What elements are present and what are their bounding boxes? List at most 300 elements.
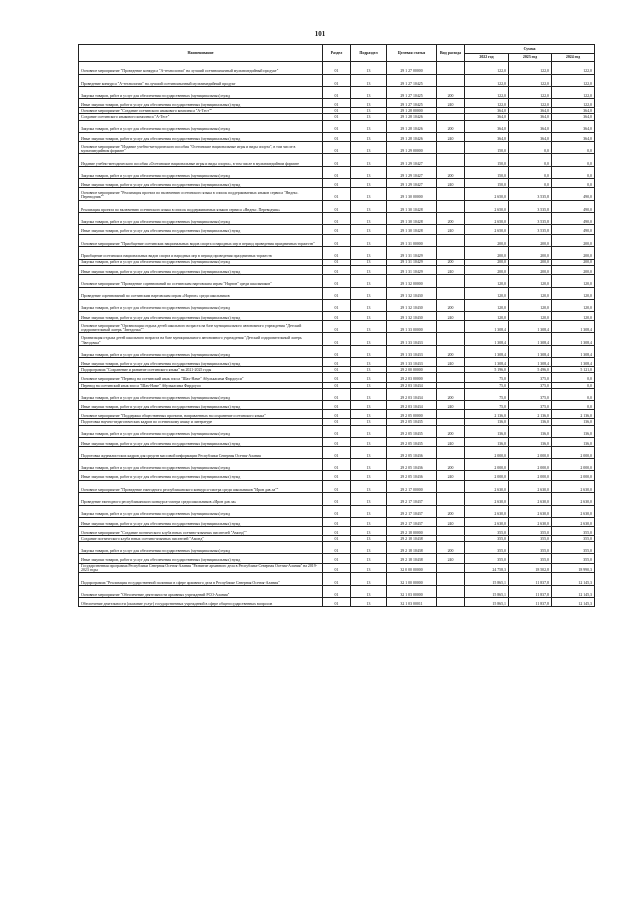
cell-podrazdel: 13 — [351, 225, 387, 234]
cell-sum-2024: 120,0 — [552, 287, 595, 299]
cell-podrazdel: 13 — [351, 480, 387, 493]
cell-target-article: 29 2 17 10437 — [387, 517, 437, 526]
cell-sum-2022: 150,0 — [465, 166, 509, 178]
cell-sum-2022: 122,0 — [465, 99, 509, 108]
cell-podrazdel: 13 — [351, 382, 387, 388]
cell-razdel: 01 — [323, 505, 351, 517]
cell-name: Иные закупки товаров, работ и услуг для обеспечения государственных (муниципальных) нужд — [79, 311, 323, 320]
cell-sum-2023: 122,0 — [509, 62, 552, 75]
table-header — [79, 45, 595, 62]
cell-podrazdel: 13 — [351, 493, 387, 506]
cell-sum-2023: 122,0 — [509, 74, 552, 87]
cell-sum-2024: 5 121,0 — [552, 367, 595, 373]
cell-sum-2024: 355,0 — [552, 542, 595, 554]
cell-podrazdel: 13 — [351, 120, 387, 132]
cell-podrazdel: 13 — [351, 141, 387, 154]
cell-sum-2022: 364,0 — [465, 108, 509, 114]
cell-sum-2024: 364,0 — [552, 108, 595, 114]
cell-expense-type — [437, 247, 465, 260]
cell-target-article: 32 0 00 00000 — [387, 563, 437, 573]
table-row — [79, 585, 595, 597]
cell-target-article: 32 1 00 00000 — [387, 573, 437, 586]
cell-razdel: 01 — [323, 154, 351, 167]
cell-name: Организация отдыха детей школьного возраста на базе муниципального автономного учреждения "Детский оздоровительный лагерь "Звездочка" — [79, 333, 323, 346]
cell-razdel: 01 — [323, 367, 351, 373]
cell-expense-type: 200 — [437, 388, 465, 400]
cell-razdel: 01 — [323, 373, 351, 382]
cell-target-article: 29 2 05 10436 — [387, 446, 437, 459]
cell-podrazdel: 13 — [351, 373, 387, 382]
cell-sum-2022: 150,0 — [465, 141, 509, 154]
cell-razdel: 01 — [323, 419, 351, 425]
cell-sum-2023: 2 630,0 — [509, 505, 552, 517]
cell-sum-2022: 136,0 — [465, 419, 509, 425]
cell-name: Закупка товаров, работ и услуг для обеспечения государственных (муниципальных) нужд — [79, 259, 323, 265]
cell-name: Основное мероприятие "Проведение ежегодного республиканского конкурса-смотра среди школьников "Ирон дав ла"" — [79, 480, 323, 493]
cell-name: Иные закупки товаров, работ и услуг для обеспечения государственных (муниципальных) нужд — [79, 178, 323, 187]
cell-razdel: 01 — [323, 234, 351, 247]
cell-podrazdel: 13 — [351, 188, 387, 201]
cell-name: Подготовка научно-педагогических кадров по осетинскому языку и литературе — [79, 419, 323, 425]
header-razdel: Раздел — [323, 45, 351, 62]
cell-target-article: 29 1 29 10427 — [387, 178, 437, 187]
cell-podrazdel: 13 — [351, 166, 387, 178]
header-podrazdel: Подраздел — [351, 45, 387, 62]
cell-razdel: 01 — [323, 166, 351, 178]
cell-sum-2022: 150,0 — [465, 178, 509, 187]
cell-sum-2022: 75,0 — [465, 382, 509, 388]
cell-sum-2024: 122,0 — [552, 99, 595, 108]
cell-target-article: 29 1 28 10426 — [387, 120, 437, 132]
cell-name: Иные закупки товаров, работ и услуг для обеспечения государственных (муниципальных) нужд — [79, 437, 323, 446]
table-row — [79, 542, 595, 554]
cell-sum-2023: 122,0 — [509, 87, 552, 99]
cell-sum-2022: 2 630,0 — [465, 493, 509, 506]
cell-sum-2023: 364,0 — [509, 108, 552, 114]
page-number: 101 — [314, 30, 326, 38]
cell-target-article: 29 1 33 00000 — [387, 320, 437, 333]
cell-podrazdel: 13 — [351, 234, 387, 247]
cell-podrazdel: 13 — [351, 62, 387, 75]
cell-target-article: 29 2 05 10435 — [387, 437, 437, 446]
cell-expense-type: 240 — [437, 265, 465, 274]
cell-sum-2022: 2 630,0 — [465, 505, 509, 517]
cell-sum-2023: 1 308,4 — [509, 357, 552, 366]
cell-sum-2022: 5 196,0 — [465, 367, 509, 373]
cell-expense-type: 240 — [437, 437, 465, 446]
cell-razdel: 01 — [323, 287, 351, 299]
cell-target-article: 29 1 28 10426 — [387, 132, 437, 141]
cell-expense-type — [437, 373, 465, 382]
cell-razdel: 01 — [323, 225, 351, 234]
cell-name: Создание поэтического клуба юных осетино-язычных писателей "Амонд" — [79, 536, 323, 542]
cell-sum-2024: 2 000,0 — [552, 459, 595, 471]
cell-expense-type — [437, 200, 465, 213]
cell-razdel: 01 — [323, 141, 351, 154]
cell-name: Основное мероприятие "Организация отдыха детей школьного возраста на базе муниципального автономного учреждения "Детский оздоровительный лагерь "Звездочка"" — [79, 320, 323, 333]
cell-razdel: 01 — [323, 357, 351, 366]
cell-sum-2024: 122,0 — [552, 62, 595, 75]
header-year-2024: 2024 год — [552, 54, 595, 62]
cell-expense-type — [437, 320, 465, 333]
cell-razdel: 01 — [323, 62, 351, 75]
cell-target-article: 29 2 03 10434 — [387, 382, 437, 388]
cell-sum-2023: 2 000,0 — [509, 446, 552, 459]
cell-sum-2022: 136,0 — [465, 437, 509, 446]
cell-expense-type: 240 — [437, 132, 465, 141]
table-row — [79, 388, 595, 400]
cell-sum-2024: 136,0 — [552, 419, 595, 425]
cell-expense-type: 200 — [437, 425, 465, 437]
cell-razdel: 01 — [323, 247, 351, 260]
cell-razdel: 01 — [323, 554, 351, 563]
cell-podrazdel: 13 — [351, 132, 387, 141]
cell-sum-2023: 0,0 — [509, 178, 552, 187]
table-row — [79, 437, 595, 446]
cell-expense-type — [437, 410, 465, 419]
cell-podrazdel: 13 — [351, 247, 387, 260]
cell-podrazdel: 13 — [351, 410, 387, 419]
cell-target-article: 29 1 29 10427 — [387, 166, 437, 178]
cell-expense-type — [437, 154, 465, 167]
cell-sum-2024: 200,0 — [552, 247, 595, 260]
cell-target-article: 29 2 05 10436 — [387, 459, 437, 471]
cell-sum-2024: 1 308,4 — [552, 345, 595, 357]
cell-razdel: 01 — [323, 585, 351, 597]
cell-sum-2022: 355,0 — [465, 536, 509, 542]
cell-expense-type — [437, 141, 465, 154]
cell-expense-type: 200 — [437, 166, 465, 178]
cell-target-article: 29 1 32 00000 — [387, 275, 437, 288]
cell-sum-2023: 355,0 — [509, 536, 552, 542]
cell-sum-2023: 364,0 — [509, 120, 552, 132]
cell-razdel: 01 — [323, 459, 351, 471]
cell-target-article: 29 2 18 10438 — [387, 542, 437, 554]
cell-sum-2022: 2 136,0 — [465, 410, 509, 419]
cell-sum-2023: 11 837,8 — [509, 597, 552, 606]
cell-target-article: 29 2 18 10438 — [387, 554, 437, 563]
cell-podrazdel: 13 — [351, 585, 387, 597]
cell-sum-2023: 136,0 — [509, 419, 552, 425]
cell-razdel: 01 — [323, 471, 351, 480]
cell-expense-type — [437, 333, 465, 346]
cell-name: Закупка товаров, работ и услуг для обеспечения государственных (муниципальных) нужд — [79, 345, 323, 357]
table-row — [79, 459, 595, 471]
cell-name: Закупка товаров, работ и услуг для обеспечения государственных (муниципальных) нужд — [79, 459, 323, 471]
cell-razdel: 01 — [323, 400, 351, 409]
cell-name: Закупка товаров, работ и услуг для обеспечения государственных (муниципальных) нужд — [79, 388, 323, 400]
cell-name: Иные закупки товаров, работ и услуг для обеспечения государственных (муниципальных) нужд — [79, 99, 323, 108]
cell-sum-2024: 122,0 — [552, 74, 595, 87]
cell-razdel: 01 — [323, 178, 351, 187]
cell-name: Издание учебно-методического пособия «Осетинские национальные игры и виды спорта», в том числе в мультимедийном формате — [79, 154, 323, 167]
cell-expense-type: 200 — [437, 299, 465, 311]
cell-sum-2024: 355,0 — [552, 536, 595, 542]
cell-sum-2023: 200,0 — [509, 265, 552, 274]
cell-podrazdel: 13 — [351, 108, 387, 114]
cell-name: Основное мероприятие "Проведение конкурса "А-технологии" на лучший осетиноязычный мультимедийный продукт" — [79, 62, 323, 75]
table-row — [79, 141, 595, 154]
cell-sum-2022: 120,0 — [465, 311, 509, 320]
cell-target-article: 29 1 29 10427 — [387, 154, 437, 167]
cell-sum-2022: 136,0 — [465, 425, 509, 437]
cell-sum-2024: 490,0 — [552, 200, 595, 213]
table-row — [79, 554, 595, 563]
cell-sum-2024: 200,0 — [552, 234, 595, 247]
cell-sum-2022: 364,0 — [465, 114, 509, 120]
cell-sum-2022: 2 650,0 — [465, 225, 509, 234]
cell-expense-type — [437, 573, 465, 586]
cell-sum-2024: 364,0 — [552, 114, 595, 120]
header-name: Наименование — [79, 45, 323, 62]
cell-podrazdel: 13 — [351, 388, 387, 400]
cell-expense-type — [437, 275, 465, 288]
cell-sum-2024: 200,0 — [552, 259, 595, 265]
cell-podrazdel: 13 — [351, 345, 387, 357]
cell-sum-2023: 200,0 — [509, 247, 552, 260]
table-row — [79, 178, 595, 187]
cell-name: Реализация проекта по включению осетинского языка в список поддерживаемых языков сервиса «Яндекс. Переводчик» — [79, 200, 323, 213]
cell-target-article: 29 1 32 10430 — [387, 311, 437, 320]
cell-sum-2024: 12 145,3 — [552, 597, 595, 606]
cell-sum-2023: 2 630,0 — [509, 517, 552, 526]
cell-sum-2023: 11 837,8 — [509, 573, 552, 586]
cell-target-article: 29 2 17 10437 — [387, 505, 437, 517]
table-row — [79, 400, 595, 409]
cell-expense-type — [437, 74, 465, 87]
table-row — [79, 573, 595, 586]
cell-sum-2022: 2 650,0 — [465, 200, 509, 213]
cell-target-article: 32 1 03 00000 — [387, 585, 437, 597]
table-row — [79, 526, 595, 535]
cell-name: Основное мероприятие "Приобщение осетинских национальных видов спорта и народных игр в период проведения праздничных торжеств" — [79, 234, 323, 247]
cell-sum-2022: 364,0 — [465, 120, 509, 132]
cell-podrazdel: 13 — [351, 357, 387, 366]
cell-target-article: 29 2 03 10434 — [387, 388, 437, 400]
cell-razdel: 01 — [323, 526, 351, 535]
cell-target-article: 29 1 29 00000 — [387, 141, 437, 154]
cell-sum-2024: 0,0 — [552, 154, 595, 167]
cell-expense-type: 240 — [437, 554, 465, 563]
cell-sum-2023: 136,0 — [509, 437, 552, 446]
cell-expense-type: 240 — [437, 178, 465, 187]
cell-sum-2023: 355,0 — [509, 554, 552, 563]
cell-razdel: 01 — [323, 200, 351, 213]
cell-sum-2023: 200,0 — [509, 234, 552, 247]
cell-name: Обеспечение деятельности (оказание услуг) государственных учреждений в сфере общегосударственных вопросов — [79, 597, 323, 606]
cell-name: Иные закупки товаров, работ и услуг для обеспечения государственных (муниципальных) нужд — [79, 400, 323, 409]
cell-name: Закупка товаров, работ и услуг для обеспечения государственных (муниципальных) нужд — [79, 299, 323, 311]
cell-sum-2022: 355,0 — [465, 542, 509, 554]
table-row — [79, 188, 595, 201]
cell-sum-2023: 5 496,0 — [509, 367, 552, 373]
cell-name: Иные закупки товаров, работ и услуг для обеспечения государственных (муниципальных) нужд — [79, 225, 323, 234]
cell-target-article: 29 2 17 00000 — [387, 480, 437, 493]
cell-podrazdel: 13 — [351, 526, 387, 535]
cell-podrazdel: 13 — [351, 505, 387, 517]
table-row — [79, 471, 595, 480]
cell-sum-2024: 490,0 — [552, 213, 595, 225]
cell-razdel: 01 — [323, 108, 351, 114]
table-row — [79, 200, 595, 213]
cell-name: Подготовка журналистских кадров для средств массовой информации Республики Северная Осетия-Алания — [79, 446, 323, 459]
cell-target-article: 29 1 27 10425 — [387, 74, 437, 87]
cell-expense-type — [437, 563, 465, 573]
cell-podrazdel: 13 — [351, 437, 387, 446]
cell-name: Проведение соревнований по осетинским нартовским играм «Нартон» среди школьников — [79, 287, 323, 299]
cell-sum-2024: 2 630,0 — [552, 493, 595, 506]
table-row — [79, 99, 595, 108]
cell-razdel: 01 — [323, 536, 351, 542]
cell-podrazdel: 13 — [351, 471, 387, 480]
cell-razdel: 01 — [323, 573, 351, 586]
cell-podrazdel: 13 — [351, 265, 387, 274]
cell-sum-2023: 2 630,0 — [509, 480, 552, 493]
cell-expense-type: 200 — [437, 259, 465, 265]
cell-sum-2023: 375,0 — [509, 382, 552, 388]
cell-target-article: 29 2 05 10436 — [387, 471, 437, 480]
cell-razdel: 01 — [323, 425, 351, 437]
cell-razdel: 01 — [323, 345, 351, 357]
cell-target-article: 32 1 03 00011 — [387, 597, 437, 606]
cell-sum-2023: 375,0 — [509, 400, 552, 409]
cell-sum-2024: 0,0 — [552, 382, 595, 388]
cell-podrazdel: 13 — [351, 87, 387, 99]
cell-sum-2022: 15 865,1 — [465, 573, 509, 586]
cell-name: Основное мероприятие "Реализация проекта по включению осетинского языка в список поддерживаемых языков сервиса "Яндекс. Переводчик"" — [79, 188, 323, 201]
cell-expense-type — [437, 585, 465, 597]
cell-podrazdel: 13 — [351, 517, 387, 526]
cell-sum-2023: 136,0 — [509, 425, 552, 437]
cell-sum-2023: 2 000,0 — [509, 471, 552, 480]
cell-podrazdel: 13 — [351, 419, 387, 425]
cell-name: Закупка товаров, работ и услуг для обеспечения государственных (муниципальных) нужд — [79, 542, 323, 554]
table-row — [79, 62, 595, 75]
cell-name: Перевод на осетинский язык эпоса "Шах-Наме" Абулькасима Фирдоуси — [79, 382, 323, 388]
cell-sum-2022: 120,0 — [465, 299, 509, 311]
cell-sum-2024: 490,0 — [552, 225, 595, 234]
cell-podrazdel: 13 — [351, 213, 387, 225]
cell-podrazdel: 13 — [351, 333, 387, 346]
cell-razdel: 01 — [323, 114, 351, 120]
cell-sum-2022: 75,0 — [465, 373, 509, 382]
cell-razdel: 01 — [323, 259, 351, 265]
cell-sum-2024: 0,0 — [552, 178, 595, 187]
cell-podrazdel: 13 — [351, 597, 387, 606]
cell-razdel: 01 — [323, 87, 351, 99]
cell-sum-2024: 2 630,0 — [552, 505, 595, 517]
cell-sum-2024: 136,0 — [552, 437, 595, 446]
cell-name: Иные закупки товаров, работ и услуг для обеспечения государственных (муниципальных) нужд — [79, 554, 323, 563]
table-row — [79, 120, 595, 132]
cell-target-article: 29 1 30 10428 — [387, 213, 437, 225]
cell-razdel: 01 — [323, 120, 351, 132]
cell-podrazdel: 13 — [351, 74, 387, 87]
cell-razdel: 01 — [323, 542, 351, 554]
cell-sum-2023: 0,0 — [509, 166, 552, 178]
cell-target-article: 29 1 33 10433 — [387, 345, 437, 357]
table-row — [79, 446, 595, 459]
cell-sum-2023: 364,0 — [509, 132, 552, 141]
cell-sum-2022: 1 308,4 — [465, 333, 509, 346]
cell-razdel: 01 — [323, 311, 351, 320]
cell-sum-2023: 2 136,0 — [509, 410, 552, 419]
table-row — [79, 299, 595, 311]
cell-expense-type: 240 — [437, 99, 465, 108]
table-row — [79, 287, 595, 299]
header-year-2022: 2022 год — [465, 54, 509, 62]
cell-target-article: 29 2 17 10437 — [387, 493, 437, 506]
cell-name: Приобщение осетинских национальных видов спорта и народных игр в период проведения праздничных торжеств — [79, 247, 323, 260]
header-sum: Сумма — [465, 45, 595, 54]
cell-expense-type: 200 — [437, 542, 465, 554]
cell-podrazdel: 13 — [351, 99, 387, 108]
cell-sum-2024: 490,0 — [552, 188, 595, 201]
cell-podrazdel: 13 — [351, 425, 387, 437]
cell-target-article: 29 1 32 10430 — [387, 299, 437, 311]
cell-sum-2022: 1 308,4 — [465, 345, 509, 357]
cell-sum-2023: 3 535,8 — [509, 213, 552, 225]
cell-target-article: 29 1 27 10425 — [387, 87, 437, 99]
cell-sum-2023: 120,0 — [509, 287, 552, 299]
table-row — [79, 333, 595, 346]
cell-sum-2022: 15 865,1 — [465, 585, 509, 597]
cell-expense-type — [437, 188, 465, 201]
cell-sum-2022: 2 000,0 — [465, 471, 509, 480]
cell-sum-2023: 0,0 — [509, 154, 552, 167]
cell-razdel: 01 — [323, 188, 351, 201]
cell-podrazdel: 13 — [351, 459, 387, 471]
table-row — [79, 425, 595, 437]
cell-sum-2022: 2 000,0 — [465, 446, 509, 459]
table-row — [79, 247, 595, 260]
cell-expense-type: 200 — [437, 459, 465, 471]
cell-name: Основное мероприятие "Создание поэтического клуба юных осетино-язычных писателей "Амонд"" — [79, 526, 323, 535]
cell-name: Основное мероприятие "Издание учебно-методического пособия "Осетинские национальные игры и виды спорта", в том числе в мультимедийном формате" — [79, 141, 323, 154]
cell-target-article: 29 2 18 00000 — [387, 526, 437, 535]
cell-sum-2023: 375,0 — [509, 373, 552, 382]
cell-expense-type: 240 — [437, 471, 465, 480]
cell-razdel: 01 — [323, 446, 351, 459]
cell-name: Проведение конкурса "А-технологии" на лучший осетиноязычный мультимедийный продукт — [79, 74, 323, 87]
cell-expense-type — [437, 493, 465, 506]
cell-name: Иные закупки товаров, работ и услуг для обеспечения государственных (муниципальных) нужд — [79, 471, 323, 480]
cell-sum-2024: 355,0 — [552, 554, 595, 563]
cell-razdel: 01 — [323, 480, 351, 493]
cell-razdel: 01 — [323, 517, 351, 526]
cell-sum-2022: 2 630,0 — [465, 480, 509, 493]
cell-sum-2023: 2 000,0 — [509, 459, 552, 471]
cell-target-article: 29 2 00 00000 — [387, 367, 437, 373]
table-row — [79, 493, 595, 506]
cell-sum-2023: 375,0 — [509, 388, 552, 400]
cell-sum-2022: 15 865,1 — [465, 597, 509, 606]
cell-name: Подпрограмма "Сохранение и развитие осетинского языка" на 2021-2025 годы — [79, 367, 323, 373]
cell-target-article: 29 1 28 10426 — [387, 114, 437, 120]
budget-table — [78, 44, 595, 607]
cell-sum-2022: 2 650,0 — [465, 188, 509, 201]
cell-expense-type: 240 — [437, 517, 465, 526]
cell-podrazdel: 13 — [351, 178, 387, 187]
cell-sum-2024: 1 308,4 — [552, 333, 595, 346]
cell-sum-2024: 136,0 — [552, 425, 595, 437]
cell-sum-2022: 2 630,0 — [465, 517, 509, 526]
cell-target-article: 29 2 05 10435 — [387, 419, 437, 425]
cell-sum-2022: 120,0 — [465, 275, 509, 288]
cell-sum-2022: 355,0 — [465, 526, 509, 535]
table-row — [79, 505, 595, 517]
cell-target-article: 29 1 30 10428 — [387, 200, 437, 213]
